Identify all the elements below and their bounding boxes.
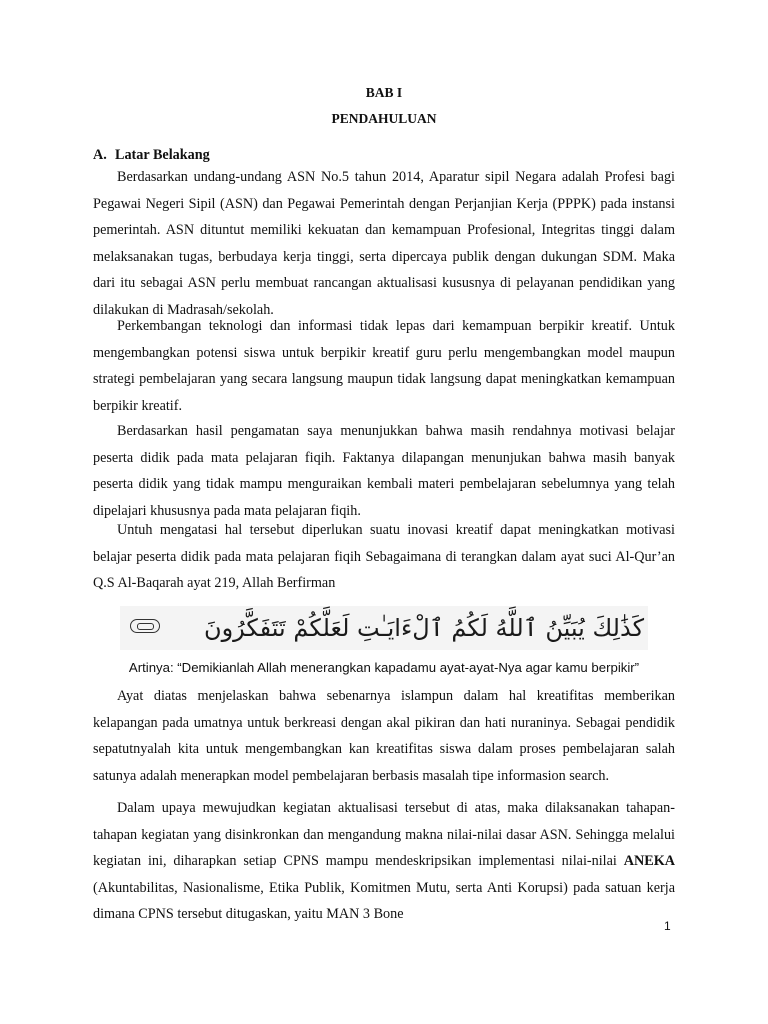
paragraph-6-text-end: (Akuntabilitas, Nasionalisme, Etika Publik, Komitmen Mutu, serta Anti Korupsi) pada satuan kerja dimana CPNS tersebut ditugaskan, yaitu MAN 3 Bone [93,879,675,922]
section-title: Latar Belakang [115,147,210,163]
paragraph-4: Untuh mengatasi hal tersebut diperlukan suatu inovasi kreatif dapat meningkatkan motivasi belajar peserta didik pada mata pelajaran fiqih Sebagaimana di terangkan dalam ayat suci Al-Qur’an Q.S Al-Baqarah ayat 219, Allah Berfirman [93,522,675,591]
verse-end-ornament-icon [130,619,160,633]
chapter-title: PENDAHULUAN [331,111,437,126]
paragraph-6 [93,795,675,928]
verse-translation: Artinya: “Demikianlah Allah menerangkan kapadamu ayat-ayat-Nya agar kamu berpikir” [128,660,640,675]
page-number: 1 [664,919,671,933]
quran-verse-arabic: كَذَٰلِكَ يُبَيِّنُ ٱللَّهُ لَكُمُ ٱلْءَايَـٰتِ لَعَلَّكُمْ تَتَفَكَّرُونَ [203,614,644,642]
paragraph-2: Perkembangan teknologi dan informasi tidak lepas dari kemampuan berpikir kreatif. Untuk mengembangkan potensi siswa untuk berpikir kreatif guru perlu mengembangkan model maupun strategi pembelajaran yang secara langsung maupun tidak langsung dapat meningkatkan kemampuan berpikir kreatif. [93,318,675,414]
aneka-term: ANEKA [623,853,675,869]
paragraph-6-text-start: Dalam upaya mewujudkan kegiatan aktualisasi tersebut di atas, maka dilaksanakan tahapan-tahapan kegiatan yang disinkronkan dan mengandung makna nilai-nilai dasar ASN. Sehingga melalui kegiatan ini, diharapkan setiap CPNS mampu mendeskripsikan implementasi nilai-nilai [93,800,675,869]
section-number: A. [93,147,107,163]
paragraph-3: Berdasarkan hasil pengamatan saya menunjukkan bahwa masih rendahnya motivasi belajar peserta didik pada mata pelajaran fiqih. Faktanya dilapangan menunjukan bahwa masih banyak peserta didik yang tidak mampu menguraikan kembali materi pembelajaran sebelumnya yang telah dipelajari khususnya pada mata pelajaran fiqih. [93,423,675,519]
quran-verse-image [120,606,648,650]
section-heading [93,146,210,164]
chapter-label: BAB I [365,85,403,100]
paragraph-5: Ayat diatas menjelaskan bahwa sebenarnya islampun dalam hal kreatifitas memberikan kelapangan pada umatnya untuk berkreasi dengan akal pikiran dan hati nuraninya. Sebagai pendidik sepatutnyalah kita untuk mengembangkan kan kreatifitas siswa dalam proses pembelajaran salah satunya adalah menerapkan model pembelajaran berbasis masalah tipe informasion search. [93,688,675,784]
paragraph-1: Berdasarkan undang-undang ASN No.5 tahun 2014, Aparatur sipil Negara adalah Profesi bagi Pegawai Negeri Sipil (ASN) dan Pegawai Pemerintah dengan Perjanjian Kerja (PPPK) pada instansi pemerintah. ASN dituntut memiliki kekuatan dan kemampuan Profesional, Integritas tinggi dalam melaksanakan tugas, berbudaya kerja tinggi, serta dipercaya publik dengan dukungan SDM. Maka dari itu sebagai ASN perlu membuat rancangan aktualisasi kususnya di pelayanan pendidikan yang dilakukan di Madrasah/sekolah. [93,169,675,318]
